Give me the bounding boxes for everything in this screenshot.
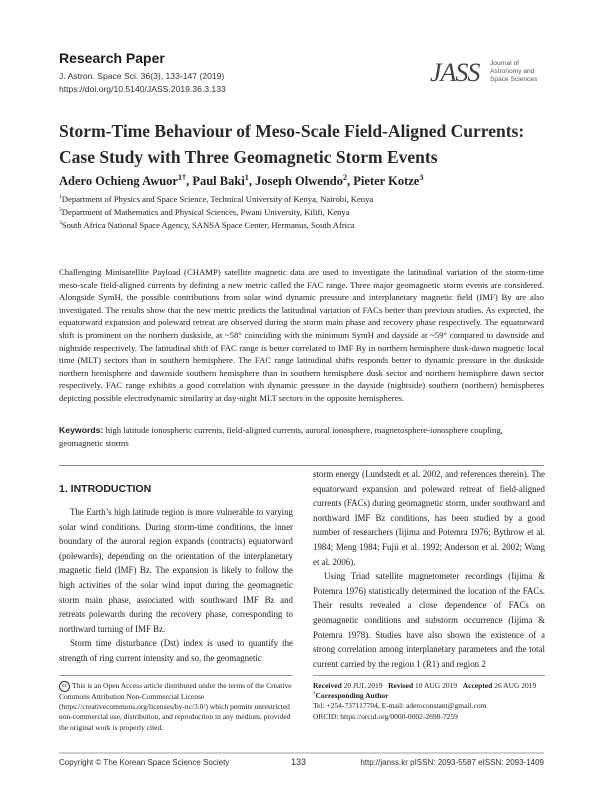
creative-commons-icon: cc <box>59 681 70 692</box>
paper-title: Storm-Time Behaviour of Meso-Scale Field-Aligned Currents: Case Study with Three Geomagnetic Storm Events <box>59 121 525 167</box>
author-affiliation-marker: 2 <box>342 172 348 182</box>
paragraph: Using Triad satellite magnetometer recordings (Iijima & Potemra 1976) statistically determined the location of the FACs. Their results revealed a close dependence of FACs on geomagnetic conditions and substorm occurrence (Iijima & Potemra 1978). Studies have also shown the existence of a strong correlation among interplanetary parameters and the total current carried by the region 1 (R1) and region 2 <box>313 571 545 669</box>
author-name: Pieter Kotze <box>353 174 420 188</box>
author-name: Paul Baki <box>192 174 245 188</box>
affiliation-number: 1 <box>59 194 62 201</box>
section-heading: 1. INTRODUCTION <box>59 483 152 495</box>
revised-label: Revised <box>388 681 414 690</box>
accepted-label: Accepted <box>462 681 493 690</box>
logo-wordmark: JASS <box>430 58 480 87</box>
journal-citation: J. Astron. Space Sci. 36(3), 133-147 (2019) <box>59 71 225 81</box>
author-affiliation-marker: 1 <box>244 172 249 182</box>
footer-rule <box>59 752 544 754</box>
date-line <box>313 681 547 691</box>
author-affiliation-marker: 1† <box>177 172 187 182</box>
received-label: Received <box>313 681 342 690</box>
affiliation-number: 2 <box>59 207 62 214</box>
license-text: This is an Open Access article distributed under the terms of the Creative Commons Attribution Non-Commercial License (https://creativecommons.org/licenses/by-nc/3.0/) which permits unrestricted non-commercial use, distribution, and reproduction in any medium, provided the original work is properly cited. <box>59 681 292 732</box>
doi-link[interactable]: https://doi.org/10.5140/JASS.2019.36.3.133 <box>59 84 226 94</box>
body-column-right <box>313 467 545 671</box>
divider <box>59 465 544 466</box>
revised-date: 10 AUG 2019 <box>415 681 458 690</box>
body-column-left <box>59 505 293 666</box>
affiliation <box>59 207 350 217</box>
paragraph: The Earth’s high latitude region is more vulnerable to varying solar wind conditions. During storm-time conditions, the inner boundary of the auroral region expands (contracts) equatorward (polewards), depending on the orientation of the interplanetary magnetic field (IMF) Bz. The expansion is likely to follow the high activities of the solar wind input during the geomagnetic storm main phase, associated with southward IMF Bz and retreats polewards during the recovery phase, corresponding to northward turning of IMF Bz. <box>59 507 293 634</box>
orcid-line[interactable]: ORCID: https://orcid.org/0000-0002-2698-7259 <box>313 711 458 721</box>
author-name: Joseph Olwendo <box>255 174 343 188</box>
corresponding-marker: † <box>313 691 316 697</box>
affiliation <box>59 194 373 204</box>
abstract: Challenging Minisatellite Payload (CHAMP) satellite magnetic data are used to investigate the latitudinal variation of the storm-time meso-scale field-aligned currents by defining a new metric called the FAC range. Three major geomagnetic storm events are considered. Alongside SymH, the possible contributions from solar wind dynamic pressure and interplanetary magnetic field (IMF) By are also investigated. The results show that the new metric predicts the latitudinal variation of FACs better than previous studies. As expected, the equatorward expansion and poleward retreat are observed during the storm main phase and recovery phase respectively. The equatorward shift is prominent on the northern duskside, at ~58° coinciding with the minimum SymH and dayside at ~59° compared to dawnside and nightside respectively. The latitudinal shift of FAC range is better correlated to IMF By in northern hemisphere dusk-dawn magnetic local time (MLT) sectors than in southern hemisphere. The FAC range latitudinal shifts responds better to dynamic pressure in the duskside northern hemisphere and dawnside southern hemisphere than in southern hemisphere dusk sector and northern hemisphere dawn sector respectively. FAC range exhibits a good correlation with dynamic pressure in the dayside (nightside) southern (northern) hemispheres depicting possible electrodynamic similarity at day-night MLT sectors in the opposite hemispheres. <box>59 267 544 403</box>
author-name: Adero Ochieng Awuor <box>59 174 178 188</box>
corresponding-label: Corresponding Author <box>315 691 389 701</box>
paragraph: storm energy (Lundstedt et al. 2002, and references therein). The equatorward expansion and poleward retreat of field-aligned currents (FACs) during geomagnetic storm, under southward and northward IMF Bz conditions, has been studied by a good number of researchers (Iijima and Potemra 1976; Bythrow et al. 1984; Meng 1984; Fujii et al. 1992; Anderson et al. 2002; Wang et al. 2006). <box>313 469 545 567</box>
article-type-label: Research Paper <box>59 50 165 66</box>
affiliation-number: 3 <box>59 220 62 227</box>
issn-info: http://janss.kr pISSN: 2093-5587 eISSN: 2093-1409 <box>360 758 544 767</box>
paragraph: Storm time disturbance (Dst) index is used to quantify the strength of ring current intensity and so, the geomagnetic <box>59 638 293 663</box>
keywords-text: high latitude ionospheric currents, field-aligned currents, auroral ionosphere, magnetosphere-ionosphere coupling, geomagnetic storms <box>59 425 503 448</box>
footnote-divider <box>313 675 545 676</box>
license-note <box>59 681 295 733</box>
journal-logo <box>430 56 550 101</box>
affiliation-text: Department of Physics and Space Science, Technical University of Kenya, Nairobi, Kenya <box>61 194 374 204</box>
contact-line: Tel: +254-737117704, E-mail: aderoconstant@gmail.com <box>313 701 487 711</box>
author-affiliation-marker: 3 <box>419 172 424 182</box>
keywords <box>59 424 544 449</box>
received-date: 20 JUL 2019 <box>343 681 383 690</box>
corresponding-line <box>313 691 547 701</box>
affiliation-text: South Africa National Space Agency, SANSA Space Center, Hermanus, South Africa <box>61 220 355 230</box>
affiliation-text: Department of Mathematics and Physical Sciences, Pwani University, Kilifi, Kenya <box>61 207 350 217</box>
keywords-label: Keywords: <box>59 425 104 435</box>
copyright: Copyright © The Korean Space Science Society <box>59 758 230 767</box>
accepted-date: 26 AUG 2019 <box>494 681 537 690</box>
logo-subtitle: Journal of Astronomy and Space Sciences <box>490 60 538 83</box>
affiliation <box>59 220 355 230</box>
page-number: 133 <box>291 757 307 767</box>
author-list: Adero Ochieng Awuor$^{1\dagger}$, Paul Baki$^1$, Joseph Olwendo$^2$, Pieter Kotze$^3$ <box>59 172 424 188</box>
article-dates <box>313 681 547 722</box>
footnote-divider <box>59 675 293 676</box>
